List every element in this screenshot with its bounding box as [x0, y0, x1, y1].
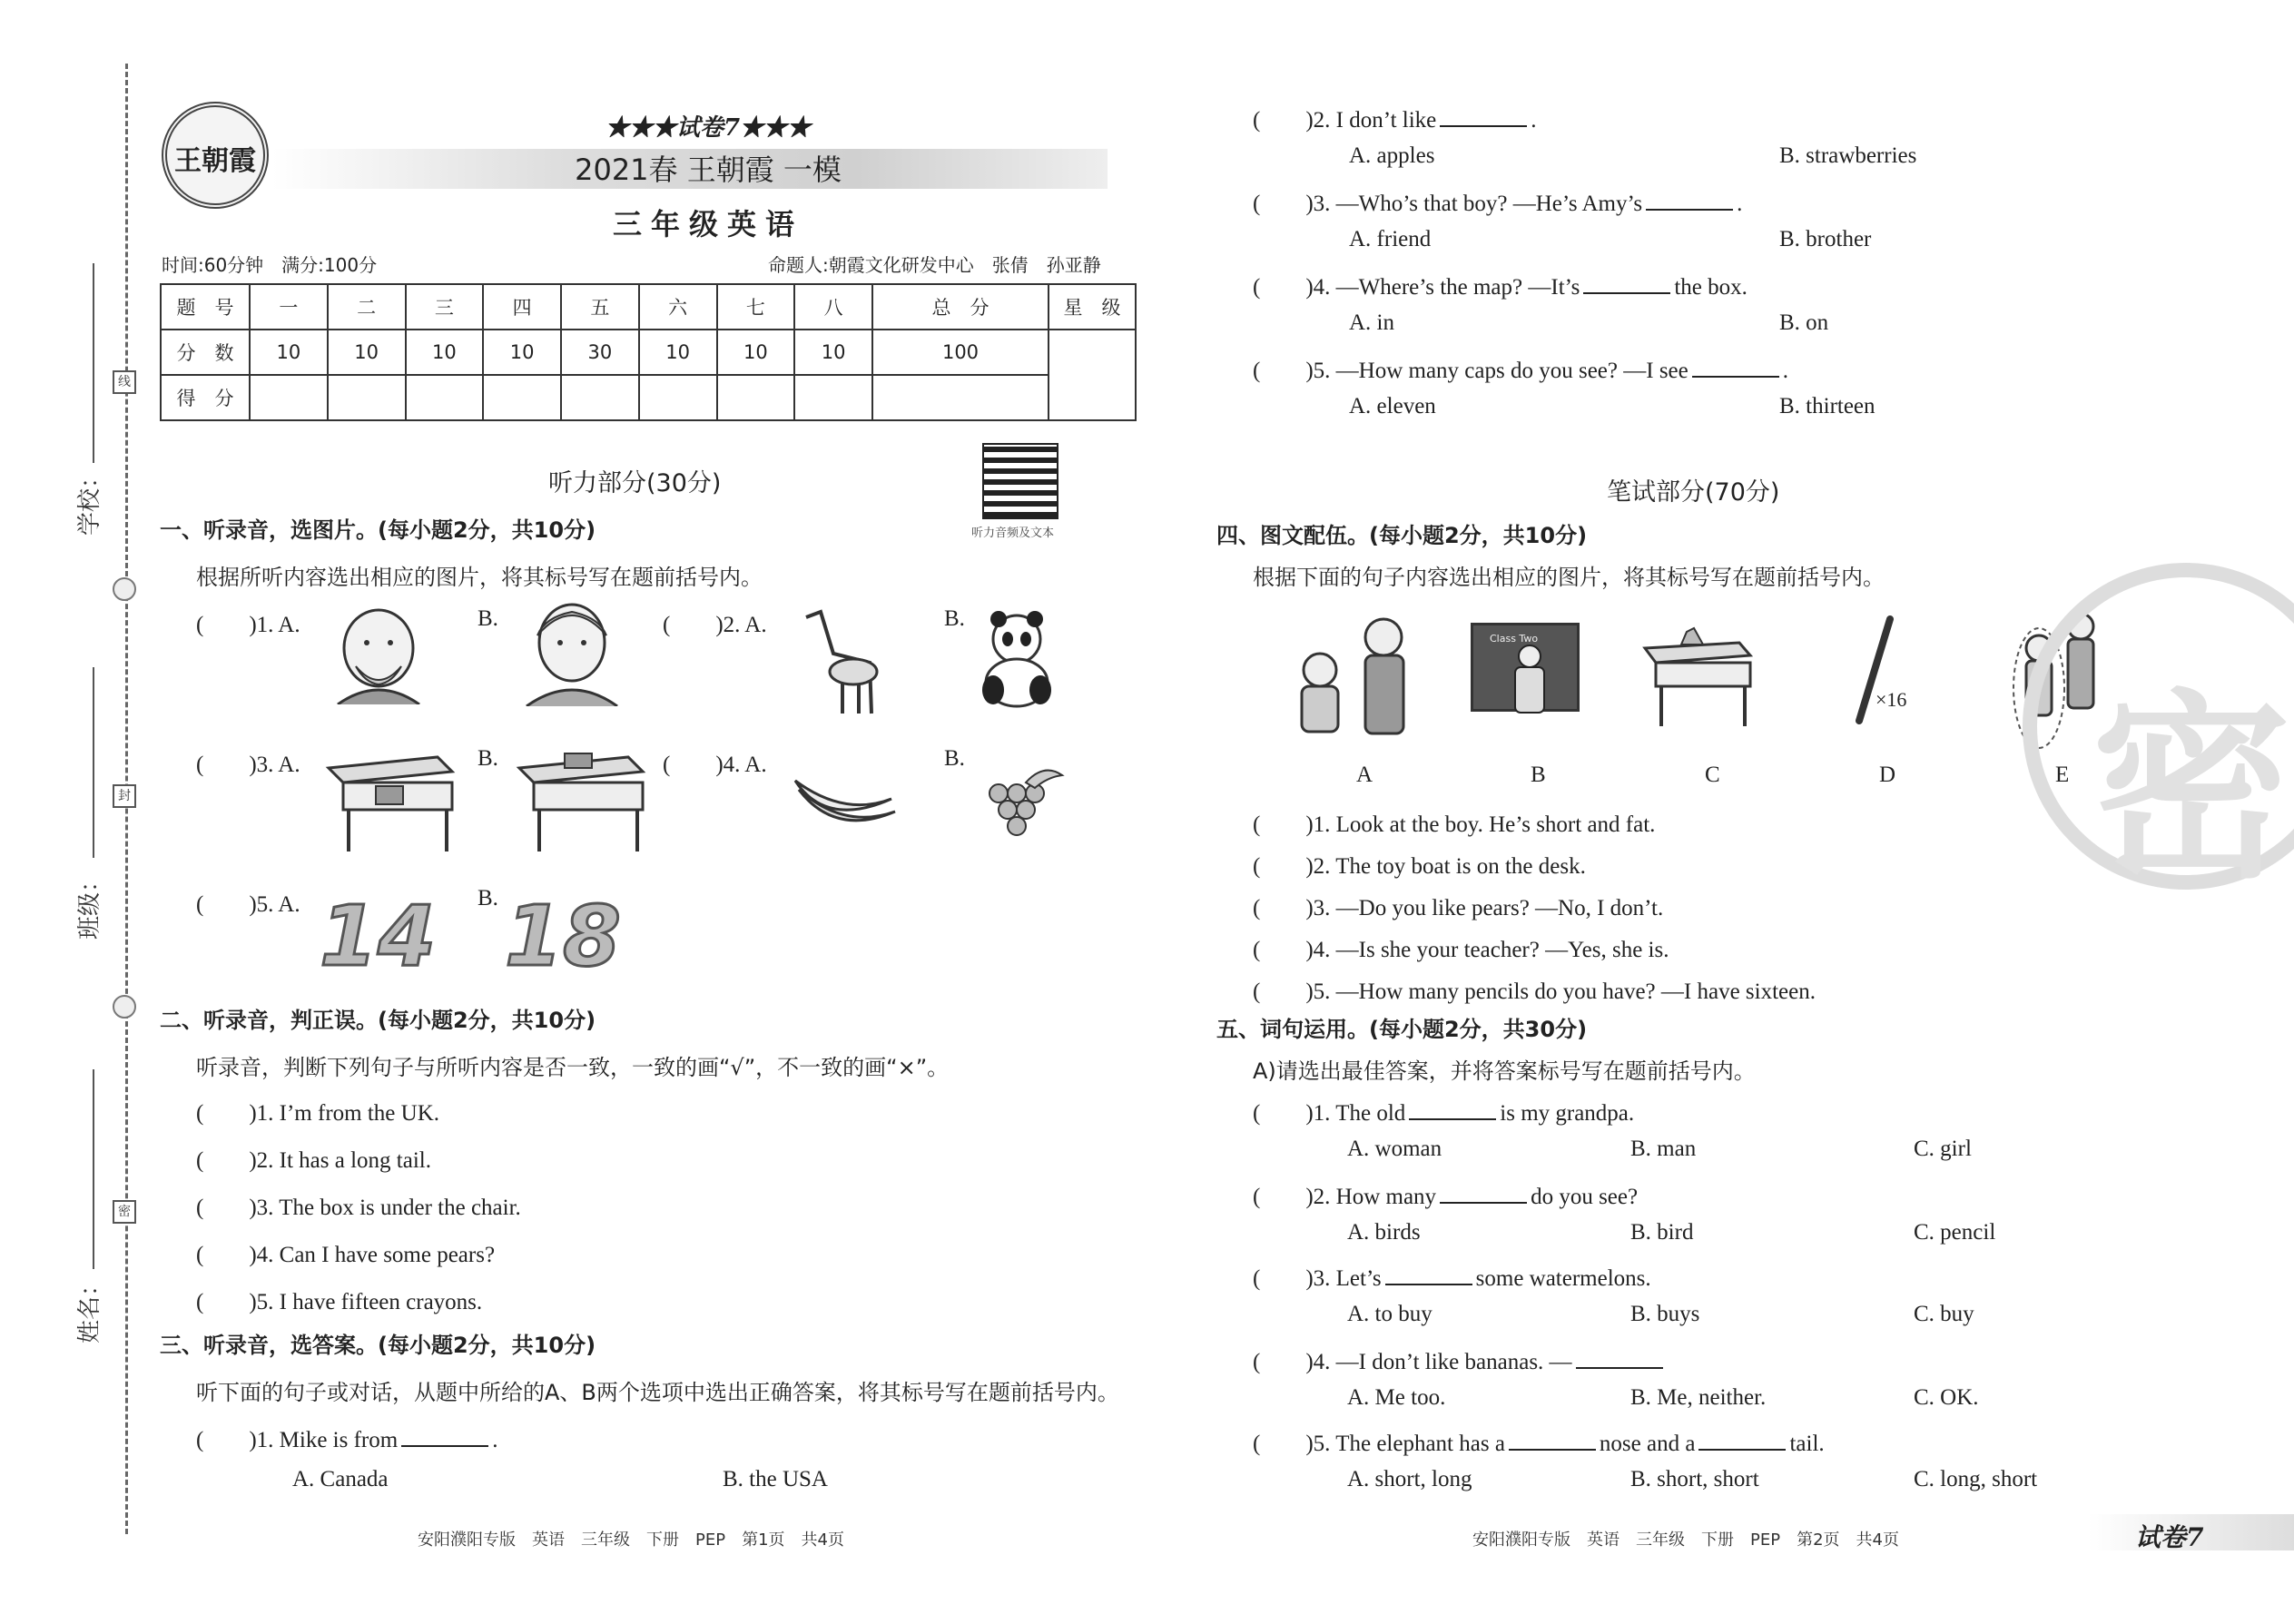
table-cell: 五: [561, 284, 639, 330]
picture-label-e: E: [2055, 763, 2070, 787]
s5-q2-option-b: B. bird: [1630, 1220, 1694, 1245]
pencil-count: ×16: [1876, 688, 1907, 711]
bananas-picture: [790, 763, 899, 835]
qr-caption: 听力音频及文本: [971, 527, 1055, 540]
boy-and-woman-picture: [1293, 614, 1420, 737]
board-text: Class Two: [1490, 633, 1539, 645]
binding-hole: [113, 577, 136, 601]
classroom-teacher-picture: [1471, 623, 1580, 712]
s2-question: ( )4. Can I have some pears?: [196, 1243, 496, 1267]
score-table: [160, 283, 1137, 421]
grapes-picture: [971, 757, 1071, 844]
s5-q4: ( )4. —I don’t like bananas. —: [1253, 1343, 1667, 1376]
picture-label-d: D: [1879, 763, 1896, 787]
s5-q4-option-b: B. Me, neither.: [1630, 1385, 1767, 1410]
s3-q4-option-b: B. on: [1779, 310, 1829, 335]
section-3-instruction: 听下面的句子或对话，从题中所给的A、B两个选项中选出正确答案，将其标号写在题前括号内。: [196, 1380, 1119, 1405]
score-table-header-row: [161, 284, 1136, 330]
star-level-cell[interactable]: [1049, 330, 1136, 420]
name-label: 姓名：: [76, 1272, 103, 1343]
s1-q3-b-label: B.: [478, 746, 498, 771]
score-entry-cell[interactable]: [561, 375, 639, 420]
s5-q5: ( )5. The elephant has a nose and a tail.: [1253, 1432, 1825, 1456]
s4-question: ( )4. —Is she your teacher? —Yes, she is.: [1253, 938, 1669, 962]
s3-q3-option-b: B. brother: [1779, 227, 1872, 251]
section-3-title: 三、听录音，选答案。(每小题2分，共10分): [160, 1333, 596, 1358]
s3-q1: ( )1. Mike is from .: [196, 1428, 498, 1452]
table-cell: 10: [483, 330, 561, 375]
section-1-instruction: 根据所听内容选出相应的图片，将其标号写在题前括号内。: [196, 565, 763, 590]
section-5-instruction: A)请选出最佳答案，并将答案标号写在题前括号内。: [1253, 1058, 1756, 1084]
table-cell: 10: [328, 330, 406, 375]
s1-q2-b-label: B.: [944, 606, 965, 631]
brand-logo: [162, 102, 269, 209]
table-cell: 10: [250, 330, 328, 375]
school-label: 学校：: [76, 464, 103, 536]
table-cell: 10: [639, 330, 717, 375]
s1-q4-label: ( )4. A.: [663, 753, 767, 777]
s2-question: ( )3. The box is under the chair.: [196, 1196, 521, 1220]
s3-q5-option-a: A. eleven: [1349, 394, 1436, 418]
table-cell: 100: [872, 330, 1049, 375]
s3-q1-option-b: B. the USA: [723, 1467, 828, 1491]
stamp-character: 密: [2092, 673, 2292, 905]
table-cell: 四: [483, 284, 561, 330]
s5-q5-option-c: C. long, short: [1914, 1467, 2038, 1491]
table-cell: 二: [328, 284, 406, 330]
school-line: [93, 263, 94, 463]
s5-q3-option-c: C. buy: [1914, 1302, 1974, 1326]
table-cell: 六: [639, 284, 717, 330]
s5-q3-option-b: B. buys: [1630, 1302, 1700, 1326]
listening-title: 听力部分(30分): [548, 469, 722, 497]
qr-code[interactable]: [982, 443, 1058, 519]
exam-authors: 命题人:朝霞文化研发中心 张倩 孙亚静: [768, 254, 1101, 276]
s4-question: ( )5. —How many pencils do you have? —I have sixteen.: [1253, 979, 1816, 1004]
s5-q4-option-c: C. OK.: [1914, 1385, 1979, 1410]
binding-mark-secret: 密: [113, 1200, 136, 1224]
s1-q5-label: ( )5. A.: [196, 892, 300, 917]
s3-q4-option-a: A. in: [1349, 310, 1394, 335]
score-entry-cell[interactable]: [872, 375, 1049, 420]
s4-question: ( )1. Look at the boy. He’s short and fat.: [1253, 812, 1656, 837]
table-cell: 星 级: [1049, 284, 1136, 330]
table-cell: 三: [406, 284, 484, 330]
picture-label-c: C: [1705, 763, 1720, 787]
s1-q1-b-label: B.: [478, 606, 498, 631]
logo-text: 王朝霞: [174, 145, 256, 177]
name-line: [93, 1069, 94, 1269]
s1-q3-label: ( )3. A.: [196, 753, 300, 777]
score-entry-cell[interactable]: [639, 375, 717, 420]
score-entry-cell[interactable]: [794, 375, 872, 420]
section-1-title: 一、听录音，选图片。(每小题2分，共10分): [160, 517, 596, 543]
s5-q1-option-b: B. man: [1630, 1137, 1697, 1161]
s3-q3-option-a: A. friend: [1349, 227, 1432, 251]
teacher-figure: [1473, 625, 1582, 714]
old-man-picture: [320, 603, 438, 704]
writing-title: 笔试部分(70分): [1607, 478, 1780, 507]
s3-q2-option-b: B. strawberries: [1779, 143, 1917, 168]
old-woman-picture: [508, 599, 635, 706]
number-18-picture: 18: [505, 888, 622, 985]
corner-paper-label: 试卷7: [2135, 1522, 2204, 1552]
panda-picture: [971, 608, 1062, 708]
score-entry-cell[interactable]: [483, 375, 561, 420]
s1-q5-b-label: B.: [478, 886, 498, 910]
s3-q2-option-a: A. apples: [1349, 143, 1435, 168]
s3-q4: ( )4. —Where’s the map? —It’s the box.: [1253, 275, 1748, 300]
section-2-instruction: 听录音，判断下列句子与所听内容是否一致，一致的画“√”，不一致的画“×”。: [196, 1055, 950, 1080]
box-in-desk-picture: [510, 750, 646, 853]
exam-title: 2021春 王朝霞 一模: [575, 153, 842, 187]
table-cell: 一: [250, 284, 328, 330]
binding-mark-seal: 封: [113, 784, 136, 808]
class-label: 班级：: [76, 868, 103, 940]
section-4-instruction: 根据下面的句子内容选出相应的图片，将其标号写在题前括号内。: [1253, 565, 1885, 590]
section-4-title: 四、图文配伍。(每小题2分，共10分): [1216, 523, 1588, 548]
s3-q1-option-a: A. Canada: [292, 1467, 389, 1491]
score-entry-cell[interactable]: [717, 375, 795, 420]
table-cell: 10: [717, 330, 795, 375]
score-entry-cell[interactable]: [250, 375, 328, 420]
s5-q3-option-a: A. to buy: [1347, 1302, 1433, 1326]
score-entry-cell[interactable]: [406, 375, 484, 420]
picture-label-b: B: [1531, 763, 1546, 787]
s3-q2: ( )2. I don’t like .: [1253, 108, 1537, 133]
s5-q2: ( )2. How many do you see?: [1253, 1185, 1639, 1209]
table-cell: 10: [794, 330, 872, 375]
score-entry-cell[interactable]: [328, 375, 406, 420]
class-line: [93, 667, 94, 858]
binding-mark-line: 线: [113, 370, 136, 394]
s5-q1-option-c: C. girl: [1914, 1137, 1972, 1161]
s4-question: ( )3. —Do you like pears? —No, I don’t.: [1253, 896, 1664, 920]
s5-q2-option-a: A. birds: [1347, 1220, 1421, 1245]
s5-q4-option-a: A. Me too.: [1347, 1385, 1446, 1410]
s3-q5-option-b: B. thirteen: [1779, 394, 1876, 418]
section-5-title: 五、词句运用。(每小题2分，共30分): [1216, 1017, 1588, 1042]
section-2-title: 二、听录音，判正误。(每小题2分，共10分): [160, 1008, 596, 1033]
picture-label-a: A: [1356, 763, 1373, 787]
s3-q3: ( )3. —Who’s that boy? —He’s Amy’s .: [1253, 192, 1743, 216]
table-cell: 总 分: [872, 284, 1049, 330]
table-cell: 得 分: [161, 375, 250, 420]
s2-question: ( )1. I’m from the UK.: [196, 1101, 439, 1126]
s4-question: ( )2. The toy boat is on the desk.: [1253, 854, 1586, 879]
s5-q1: ( )1. The old is my grandpa.: [1253, 1101, 1635, 1126]
table-cell: 题 号: [161, 284, 250, 330]
s5-q5-option-a: A. short, long: [1347, 1467, 1472, 1491]
exam-time: 时间:60分钟 满分:100分: [162, 254, 378, 276]
table-cell: 分 数: [161, 330, 250, 375]
s5-q5-option-b: B. short, short: [1630, 1467, 1759, 1491]
s5-q3: ( )3. Let’s some watermelons.: [1253, 1266, 1651, 1291]
grade-title: 三年级英语: [612, 207, 803, 241]
box-on-desk-picture: [320, 750, 456, 853]
s1-q2-label: ( )2. A.: [663, 613, 767, 637]
paper-number: ★★★试卷7★★★: [605, 114, 812, 142]
footer-right: 安阳濮阳专版 英语 三年级 下册 PEP 第2页 共4页: [1472, 1530, 1899, 1550]
table-cell: 30: [561, 330, 639, 375]
score-table-points-row: [161, 330, 1136, 375]
table-cell: 七: [717, 284, 795, 330]
table-cell: 八: [794, 284, 872, 330]
s5-q2-option-c: C. pencil: [1914, 1220, 1996, 1245]
s2-question: ( )2. It has a long tail.: [196, 1148, 431, 1173]
s1-q1-label: ( )1. A.: [196, 613, 300, 637]
toy-boat-on-desk-picture: [1639, 626, 1754, 728]
s3-q5: ( )5. —How many caps do you see? —I see .: [1253, 359, 1788, 383]
table-cell: 10: [406, 330, 484, 375]
s2-question: ( )5. I have fifteen crayons.: [196, 1290, 483, 1314]
footer-left: 安阳濮阳专版 英语 三年级 下册 PEP 第1页 共4页: [418, 1530, 844, 1550]
binding-hole: [113, 995, 136, 1019]
s1-q4-b-label: B.: [944, 746, 965, 771]
number-14-picture: 14: [320, 888, 437, 985]
score-table-result-row: [161, 375, 1136, 420]
giraffe-picture: [788, 599, 888, 715]
s5-q1-option-a: A. woman: [1347, 1137, 1442, 1161]
